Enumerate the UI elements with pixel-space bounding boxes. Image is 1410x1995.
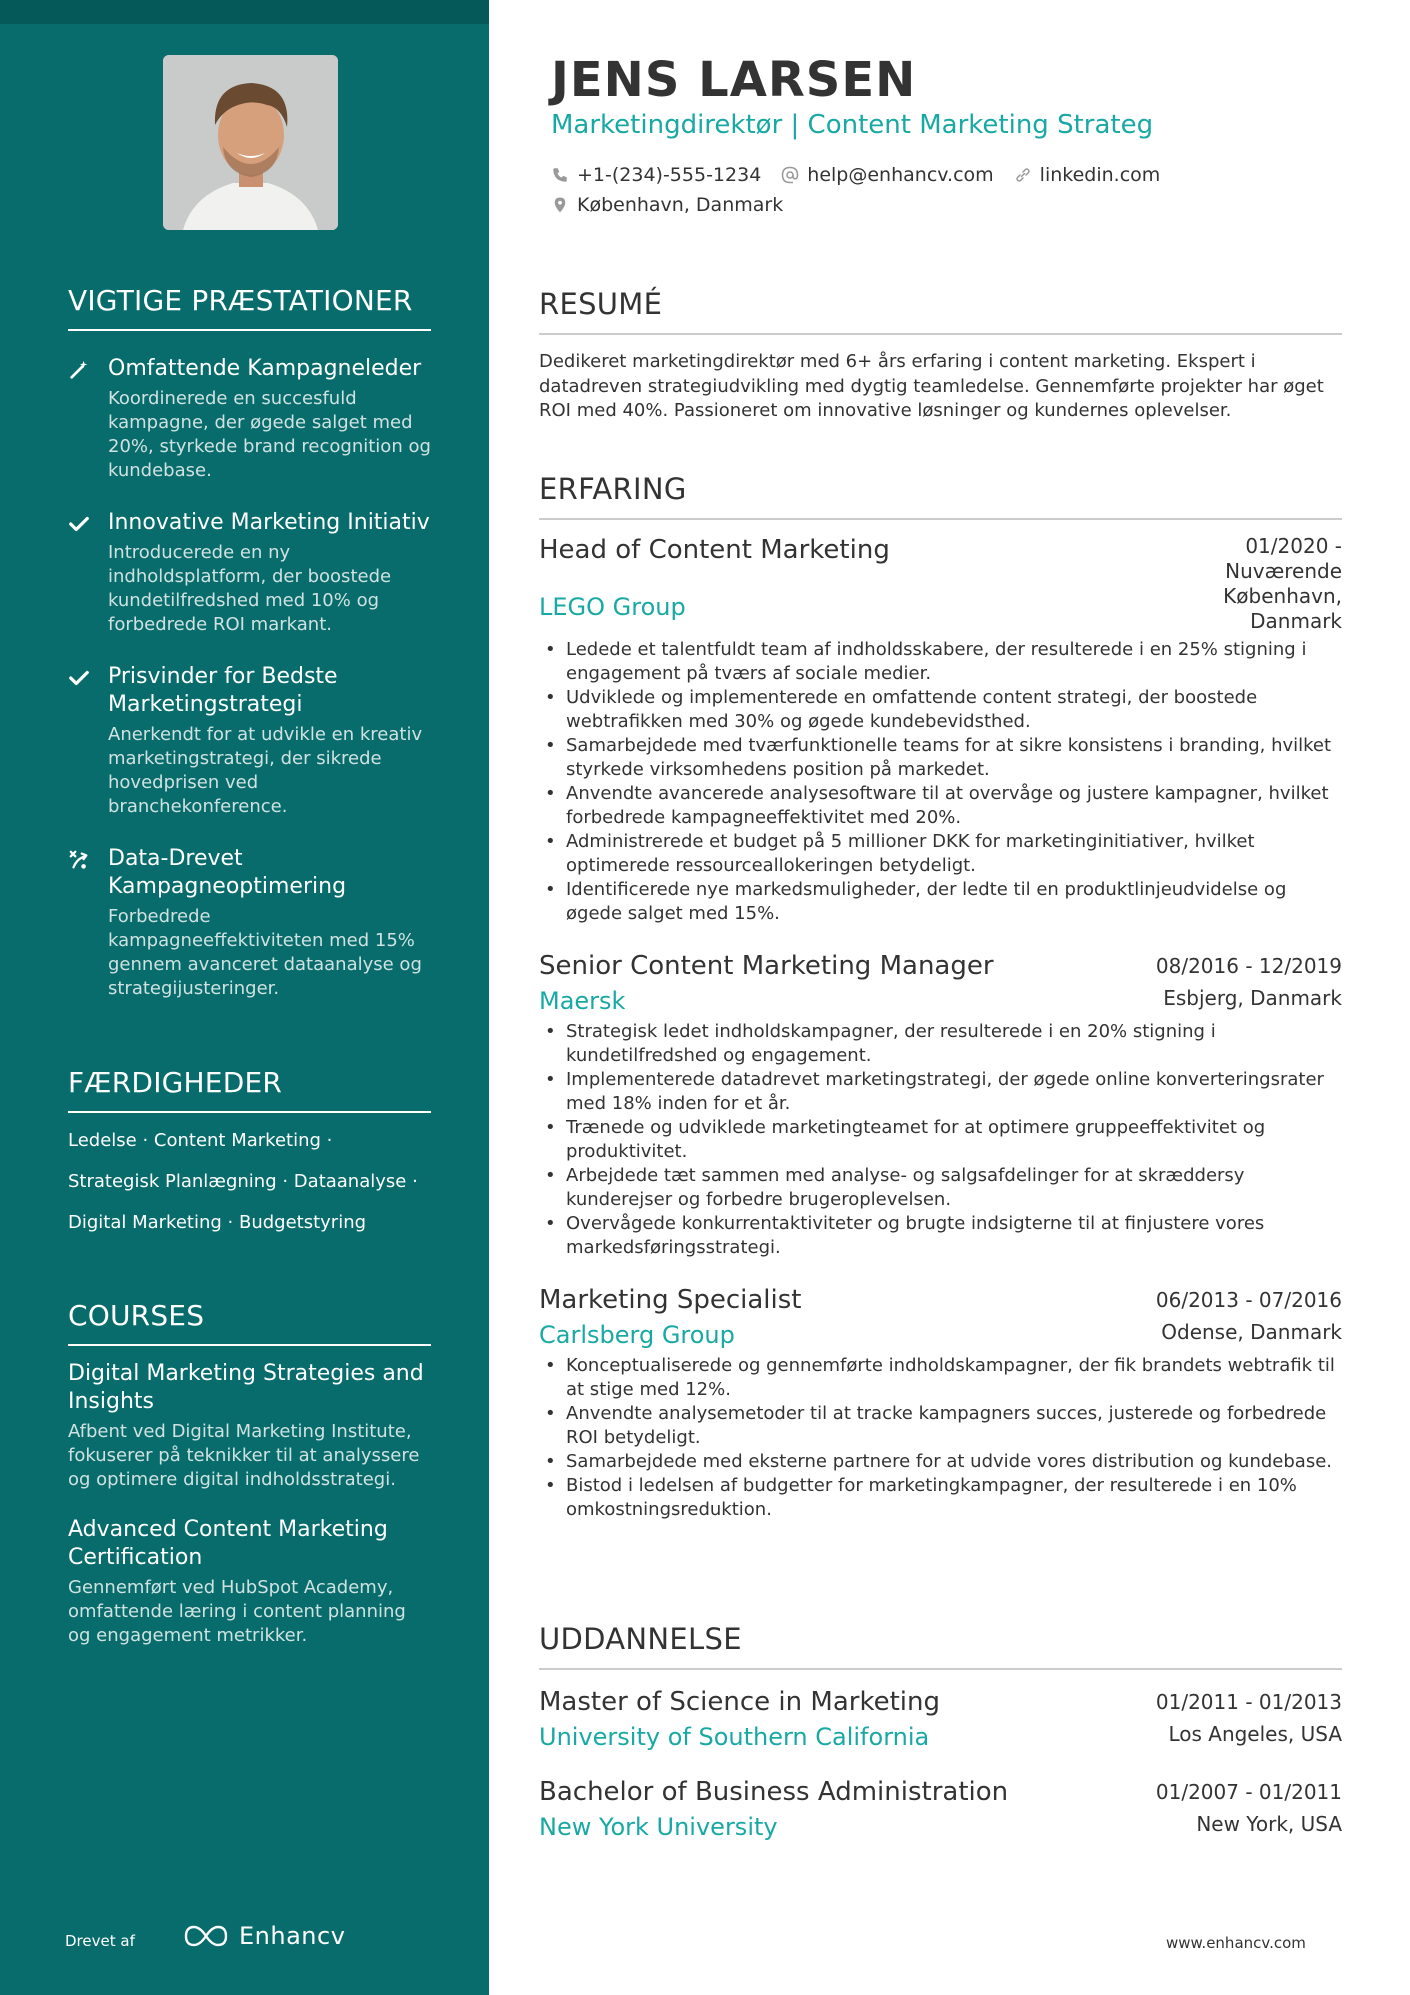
- location-pin-icon: [551, 196, 569, 214]
- achievement-description: Forbedrede kampagneeffektiviteten med 15% gennem avanceret dataanalyse og strategijusteringer.: [108, 906, 422, 999]
- job-date: 08/2016 - 12/2019: [1155, 954, 1342, 978]
- course-item: [68, 1360, 431, 1492]
- summary-section: [539, 287, 1342, 424]
- courses-title: COURSES: [68, 1299, 431, 1346]
- job-bullet: • Samarbejdede med tværfunktionelle teams for at sikre konsistens i branding, hvilket styrkede virksomhedens position på markedet.: [539, 734, 1342, 782]
- job-bullets: [539, 1354, 1342, 1522]
- profile-photo: [163, 55, 338, 230]
- brand-name: Enhancv: [239, 1922, 346, 1950]
- job-bullet: • Identificerede nye markedsmuligheder, der ledte til en produktlinjeudvidelse og øgede salget med 15%.: [539, 878, 1342, 926]
- skills-title: FÆRDIGHEDER: [68, 1066, 431, 1113]
- achievements-section: [68, 284, 431, 1001]
- job-bullet: • Samarbejdede med eksterne partnere for at udvide vores distribution og kundebase.: [539, 1450, 1342, 1474]
- course-title: Digital Marketing Strategies and Insights: [68, 1361, 424, 1414]
- experience-section: [539, 472, 1342, 1522]
- company-name: Carlsberg Group: [539, 1321, 735, 1349]
- achievement-item: [68, 663, 431, 819]
- link-icon: [1014, 166, 1032, 184]
- job-bullet: • Konceptualiserede og gennemførte indholdskampagner, der fik brandets webtrafik til at stige med 12%.: [539, 1354, 1342, 1402]
- job-bullet: • Overvågede konkurrentaktiviteter og brugte indsigterne til at finjustere vores markedsføringsstrategi.: [539, 1212, 1342, 1260]
- school-name: New York University: [539, 1813, 778, 1841]
- candidate-name: JENS LARSEN: [551, 52, 917, 108]
- contact-info: [551, 160, 1251, 220]
- job-bullet: • Administrerede et budget på 5 millioner DKK for marketinginitiativer, hvilket optimerede ressourceallokeringen betydeligt.: [539, 830, 1342, 878]
- courses-section: [68, 1299, 431, 1648]
- sidebar: [0, 0, 489, 1995]
- phone-icon: [551, 166, 569, 184]
- education-date: 01/2011 - 01/2013: [1155, 1690, 1342, 1714]
- magic-wand-icon: [68, 355, 108, 483]
- job-bullets: [539, 638, 1342, 926]
- link-contact[interactable]: [1014, 164, 1161, 186]
- job-bullet: • Udviklede og implementerede en omfattende content strategi, der boostede webtrafikken med 30% og øgede kundebevidsthed.: [539, 686, 1342, 734]
- job-location: Esbjerg, Danmark: [1163, 986, 1342, 1010]
- company-name: Maersk: [539, 987, 626, 1015]
- job-title: Marketing Specialist: [539, 1285, 802, 1315]
- strategy-icon: [68, 845, 108, 1001]
- job-bullet: • Strategisk ledet indholdskampagner, der resulterede i en 20% stigning i kundetilfredshed og engagement.: [539, 1020, 1342, 1068]
- experience-title: ERFARING: [539, 472, 1342, 520]
- achievement-description: Anerkendt for at udvikle en kreativ marketingstrategi, der sikrede hovedprisen ved branchekonference.: [108, 724, 423, 817]
- job-entry: [539, 534, 1342, 926]
- job-entry: [539, 950, 1342, 1260]
- job-bullet: • Anvendte avancerede analysesoftware til at overvåge og justere kampagner, hvilket forbedrede kampagneeffektivitet med 20%.: [539, 782, 1342, 830]
- education-entry: [539, 1776, 1342, 1842]
- check-icon: [68, 509, 108, 637]
- school-name: University of Southern California: [539, 1723, 930, 1751]
- job-location: Odense, Danmark: [1161, 1320, 1342, 1344]
- email-text: help@enhancv.com: [807, 164, 994, 186]
- job-title: Head of Content Marketing: [539, 535, 890, 565]
- degree-title: Master of Science in Marketing: [539, 1687, 940, 1717]
- job-bullet: • Bistod i ledelsen af budgetter for marketingkampagner, der resulterede i en 10% omkostningsreduktion.: [539, 1474, 1342, 1522]
- job-bullet: • Ledede et talentfuldt team af indholdsskabere, der resulterede i en 25% stigning i engagement på tværs af sociale medier.: [539, 638, 1342, 686]
- school-location: Los Angeles, USA: [1168, 1722, 1342, 1746]
- skills-line: Digital Marketing · Budgetstyring: [68, 1212, 367, 1233]
- check-icon: [68, 663, 108, 819]
- job-bullet: • Implementerede datadrevet marketingstrategi, der øgede online konverteringsrater med 18% inden for et år.: [539, 1068, 1342, 1116]
- skills-line: Strategisk Planlægning · Dataanalyse ·: [68, 1171, 418, 1192]
- job-bullets: [539, 1020, 1342, 1260]
- education-section: [539, 1622, 1342, 1842]
- location-contact: [551, 194, 783, 216]
- phone-text: +1-(234)-555-1234: [577, 164, 762, 186]
- achievements-title: VIGTIGE PRÆSTATIONER: [68, 284, 431, 331]
- location-text: København, Danmark: [577, 194, 784, 216]
- candidate-headline: Marketingdirektør | Content Marketing Strateg: [551, 110, 1154, 140]
- job-date-start: 01/2020 -: [1245, 534, 1342, 558]
- sidebar-top-strip: [0, 0, 489, 24]
- enhancv-brand[interactable]: [183, 1922, 345, 1950]
- course-item: [68, 1516, 431, 1648]
- email-contact[interactable]: [781, 164, 993, 186]
- achievement-title: Prisvinder for Bedste Marketingstrategi: [108, 664, 338, 717]
- job-location-city: København,: [1223, 584, 1342, 608]
- link-text: linkedin.com: [1039, 164, 1161, 186]
- achievement-title: Data-Drevet Kampagneoptimering: [108, 846, 347, 899]
- at-icon: [781, 166, 799, 184]
- achievement-item: [68, 845, 431, 1001]
- job-location: [1223, 584, 1342, 634]
- job-title: Senior Content Marketing Manager: [539, 951, 994, 981]
- company-name: LEGO Group: [539, 593, 686, 621]
- job-date: [1225, 534, 1342, 584]
- job-entry: [539, 1284, 1342, 1522]
- job-date: 06/2013 - 07/2016: [1155, 1288, 1342, 1312]
- course-description: Afbent ved Digital Marketing Institute, fokuserer på teknikker til at analyssere og optimere digital indholdsstrategi.: [68, 1421, 420, 1490]
- powered-by-label: Drevet af: [65, 1932, 135, 1950]
- skills-section: [68, 1066, 431, 1252]
- education-title: UDDANNELSE: [539, 1622, 1342, 1670]
- achievement-item: [68, 355, 431, 483]
- achievement-title: Innovative Marketing Initiativ: [108, 510, 430, 535]
- achievement-item: [68, 509, 431, 637]
- job-bullet: • Arbejdede tæt sammen med analyse- og salgsafdelinger for at skræddersy kunderejser og forbedre brugeroplevelsen.: [539, 1164, 1342, 1212]
- achievement-description: Introducerede en ny indholdsplatform, der boostede kundetilfredshed med 10% og forbedrede ROI markant.: [108, 542, 392, 635]
- education-entry: [539, 1686, 1342, 1752]
- degree-title: Bachelor of Business Administration: [539, 1777, 1009, 1807]
- course-title: Advanced Content Marketing Certification: [68, 1517, 388, 1570]
- job-location-country: Danmark: [1250, 609, 1342, 633]
- job-bullet: • Anvendte analysemetoder til at tracke kampagners succes, justerede og forbedrede ROI betydeligt.: [539, 1402, 1342, 1450]
- summary-title: RESUMÉ: [539, 287, 1342, 335]
- summary-text: Dedikeret marketingdirektør med 6+ års erfaring i content marketing. Ekspert i datadreven strategiudvikling med dygtig teamledelse. Gennemførte projekter har øget ROI med 40%. Passioneret om innovative løsninger og kundernes oplevelser.: [539, 351, 1324, 421]
- course-description: Gennemført ved HubSpot Academy, omfattende læring i content planning og engagement metrikker.: [68, 1577, 406, 1646]
- job-bullet: • Trænede og udviklede marketingteamet for at optimere gruppeeffektivitet og produktivitet.: [539, 1116, 1342, 1164]
- school-location: New York, USA: [1196, 1812, 1342, 1836]
- achievement-title: Omfattende Kampagneleder: [108, 356, 422, 381]
- footer-url[interactable]: www.enhancv.com: [1166, 1934, 1306, 1952]
- job-date-end: Nuværende: [1225, 559, 1342, 583]
- achievement-description: Koordinerede en succesfuld kampagne, der øgede salget med 20%, styrkede brand recognition og kundebase.: [108, 388, 431, 481]
- skills-line: Ledelse · Content Marketing ·: [68, 1130, 333, 1151]
- education-date: 01/2007 - 01/2011: [1155, 1780, 1342, 1804]
- phone-contact[interactable]: [551, 164, 761, 186]
- enhancv-logo-icon: [183, 1924, 229, 1948]
